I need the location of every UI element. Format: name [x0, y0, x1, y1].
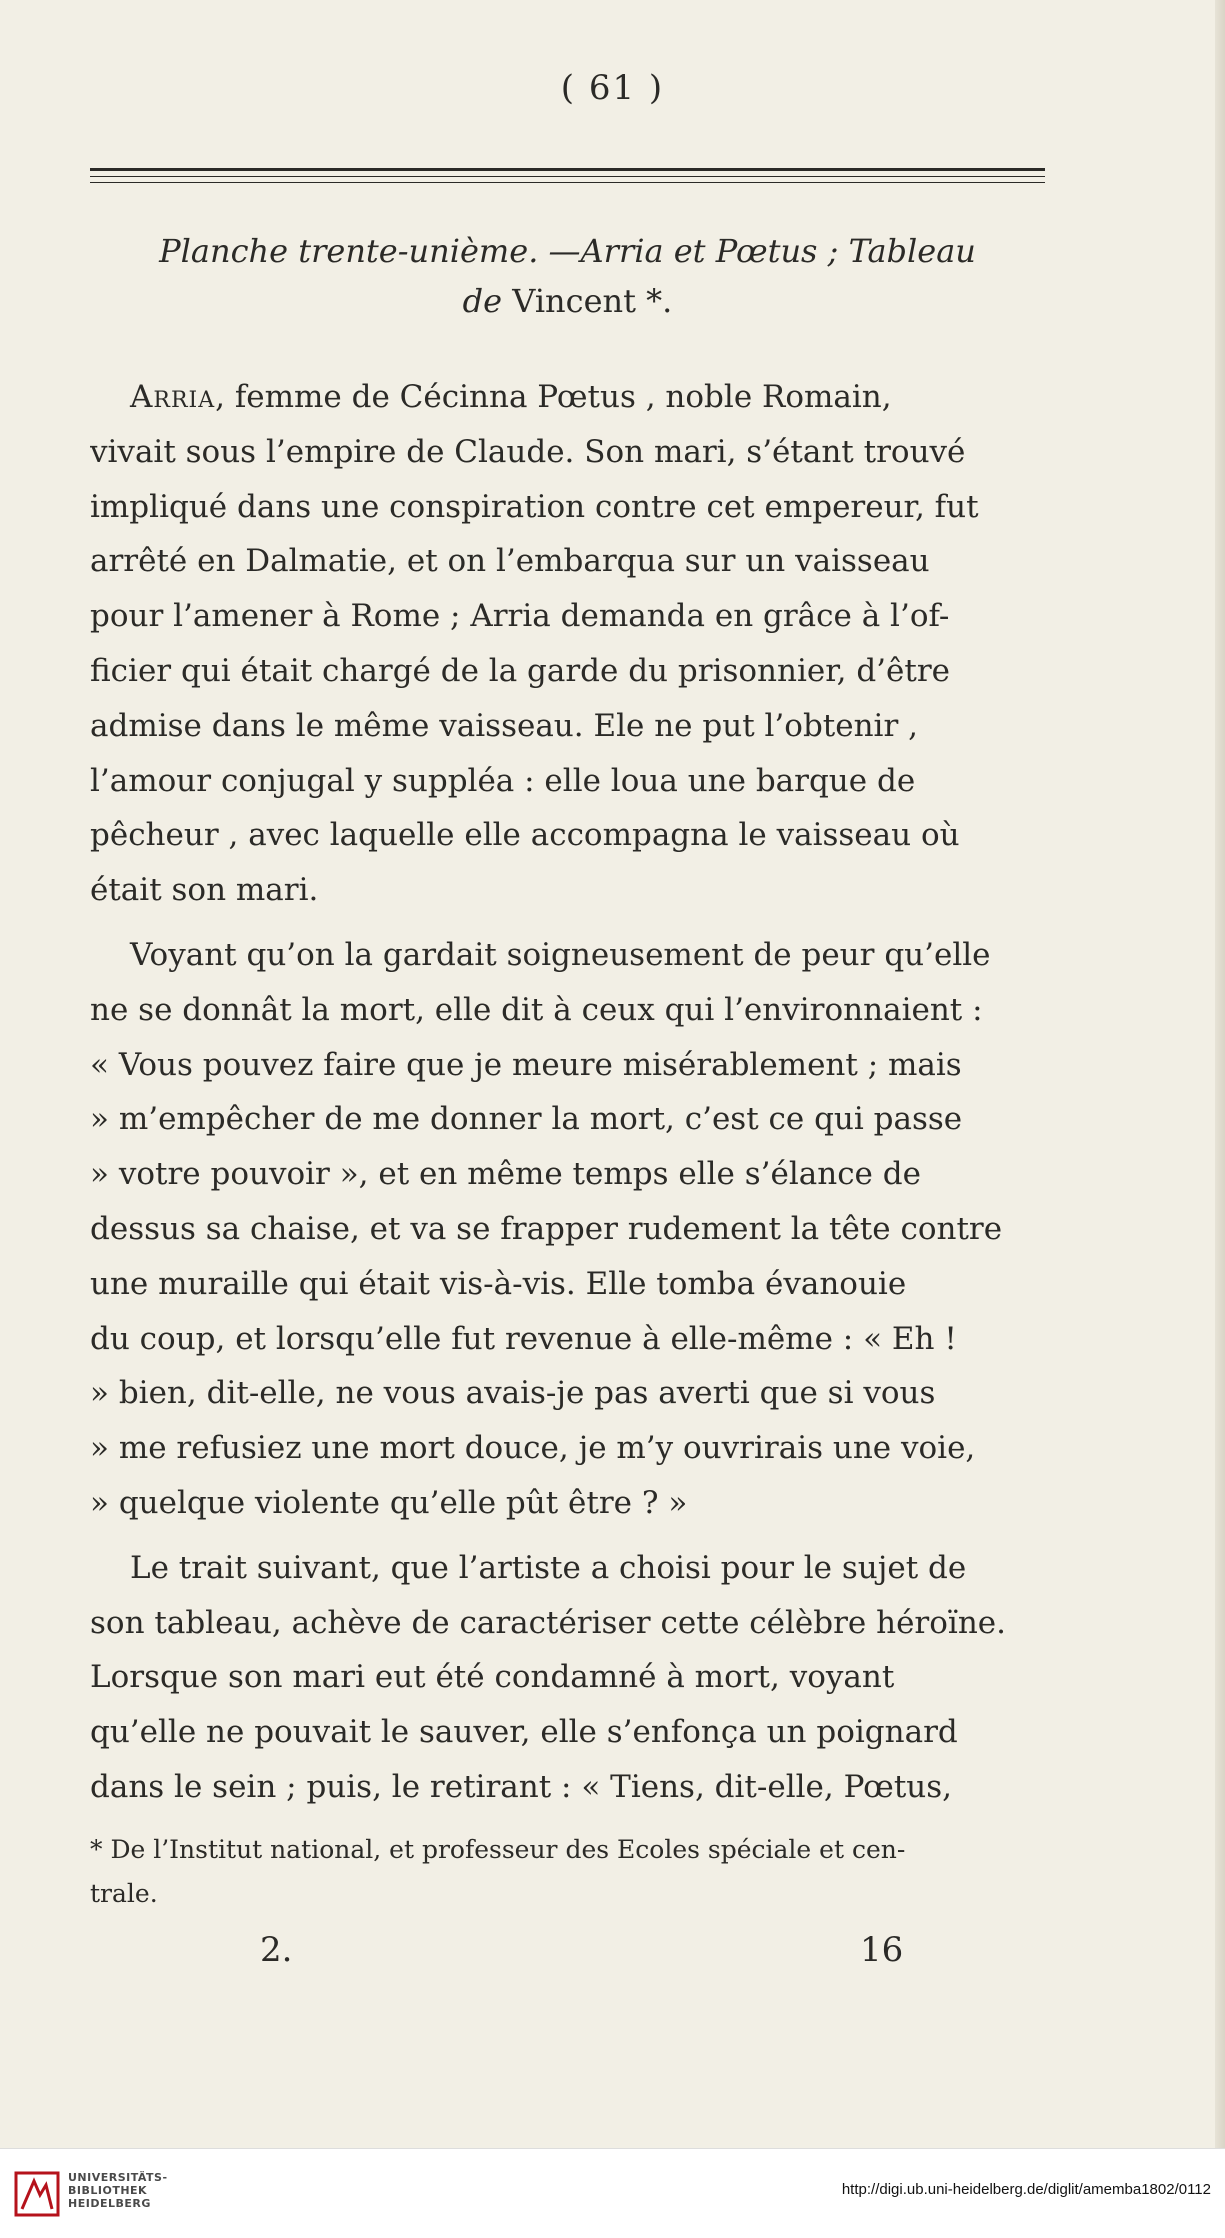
- footnote-line-1: * De l’Institut national, et professeur des Ecoles spéciale et cen-: [90, 1835, 906, 1864]
- heading-artist: Vincent *.: [502, 282, 673, 320]
- library-name-line-2: BIBLIOTHEK: [68, 2184, 148, 2197]
- text-line: dans le sein ; puis, le retirant : « Tiens, dit-elle, Pœtus,: [90, 1768, 953, 1805]
- text-line: ficier qui était chargé de la garde du prisonnier, d’être: [90, 652, 951, 689]
- heading-de: de: [462, 282, 503, 320]
- footnote-line-2: trale.: [90, 1879, 158, 1908]
- text-line: » m’empêcher de me donner la mort, c’est ce qui passe: [90, 1101, 963, 1138]
- library-name-line-1: UNIVERSITÄTS-: [68, 2171, 168, 2184]
- text-line: était son mari.: [90, 872, 319, 909]
- university-library-logo-icon: [14, 2171, 60, 2217]
- signature-right: 16: [860, 1930, 904, 1970]
- library-footer: [0, 2148, 1225, 2238]
- body-text: [90, 370, 1070, 1815]
- text-line: pêcheur , avec laquelle elle accompagna le vaisseau où: [90, 817, 960, 854]
- text-line: » bien, dit-elle, ne vous avais-je pas averti que si vous: [90, 1375, 936, 1412]
- drop-word: Arria: [130, 379, 216, 415]
- text-line: ne se donnât la mort, elle dit à ceux qui l’environnaient :: [90, 991, 983, 1028]
- text-line: une muraille qui était vis-à-vis. Elle tomba évanouie: [90, 1265, 907, 1302]
- text-line: du coup, et lorsqu’elle fut revenue à elle-même : « Eh !: [90, 1320, 957, 1357]
- library-name-line-3: HEIDELBERG: [68, 2197, 151, 2210]
- page-edge: [1215, 0, 1225, 2148]
- text-line: dessus sa chaise, et va se frapper rudement la tête contre: [90, 1210, 1003, 1247]
- text-line: qu’elle ne pouvait le sauver, elle s’enfonça un poignard: [90, 1714, 958, 1751]
- heading-line-2: [90, 276, 1045, 326]
- library-name: [68, 2171, 168, 2210]
- text-line: son tableau, achève de caractériser cette célèbre héroïne.: [90, 1604, 1006, 1641]
- text-line: « Vous pouvez faire que je meure misérablement ; mais: [90, 1046, 962, 1083]
- text-line: » quelque violente qu’elle pût être ? »: [90, 1484, 688, 1521]
- text-line: pour l’amener à Rome ; Arria demanda en grâce à l’of-: [90, 598, 950, 635]
- text-line: admise dans le même vaisseau. Ele ne put l’obtenir ,: [90, 707, 918, 744]
- text-line: arrêté en Dalmatie, et on l’embarqua sur un vaisseau: [90, 543, 930, 580]
- text-line: Le trait suivant, que l’artiste a choisi pour le sujet de: [130, 1549, 967, 1586]
- text-line: Voyant qu’on la gardait soigneusement de peur qu’elle: [130, 936, 991, 973]
- text-line: Lorsque son mari eut été condamné à mort, voyant: [90, 1659, 895, 1696]
- heading-line-1: Planche trente-unième. —Arria et Pœtus ; Tableau: [159, 232, 976, 270]
- page-number: ( 61 ): [560, 68, 665, 108]
- plate-heading: [90, 226, 1045, 326]
- paragraph-2: [90, 928, 1070, 1531]
- text-line: » me refusiez une mort douce, je m’y ouvrirais une voie,: [90, 1430, 976, 1467]
- header-rule-thin-2: [90, 182, 1045, 183]
- text-line: » votre pouvoir », et en même temps elle s’élance de: [90, 1156, 921, 1193]
- signature-left: 2.: [260, 1930, 293, 1970]
- header-rule-thin: [90, 176, 1045, 177]
- text-line: [90, 370, 1070, 425]
- paragraph-1: [90, 370, 1070, 918]
- line-rest: , femme de Cécinna Pœtus , noble Romain,: [215, 379, 892, 415]
- footnote: [90, 1828, 1070, 1916]
- text-line: l’amour conjugal y suppléa : elle loua une barque de: [90, 762, 916, 799]
- text-line: impliqué dans une conspiration contre cet empereur, fut: [90, 488, 979, 525]
- header-rule-thick: [90, 168, 1045, 171]
- paragraph-3: [90, 1541, 1070, 1815]
- text-line: vivait sous l’empire de Claude. Son mari, s’étant trouvé: [90, 433, 966, 470]
- source-url-link[interactable]: http://digi.ub.uni-heidelberg.de/diglit/amemba1802/0112: [841, 2181, 1211, 2198]
